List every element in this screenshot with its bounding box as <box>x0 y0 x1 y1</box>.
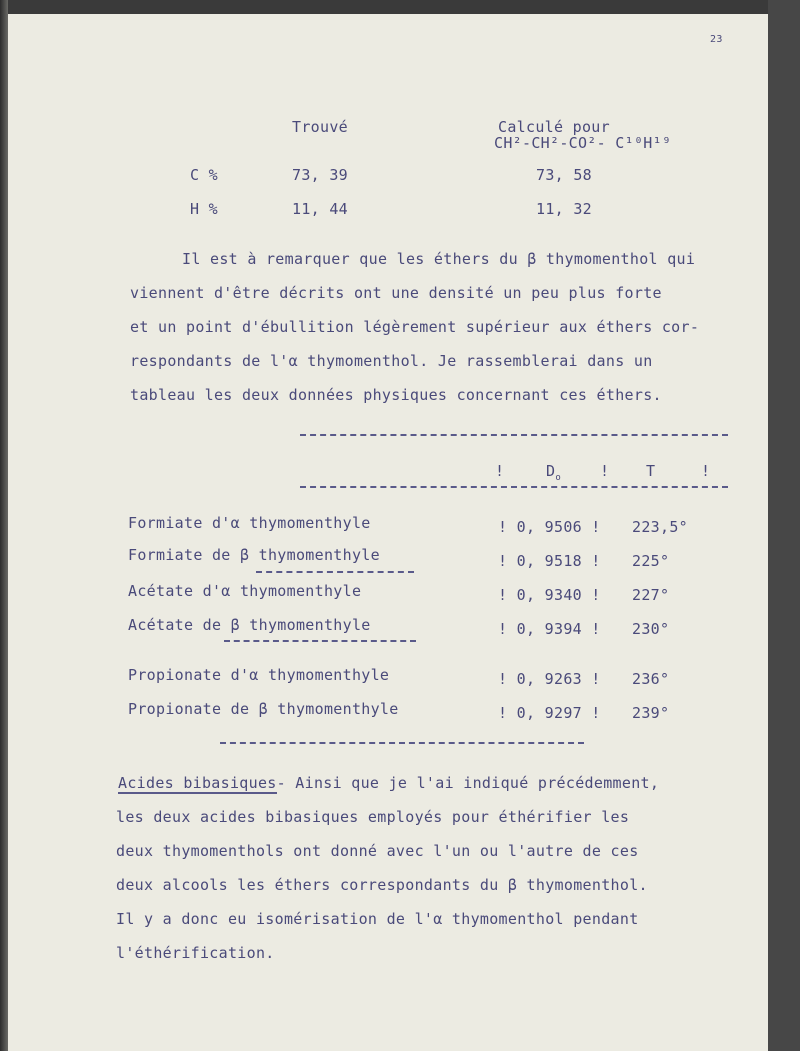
paragraph-line: l'éthérification. <box>116 944 275 962</box>
table-row-temp: 223,5° <box>632 518 688 536</box>
table-row-name: Formiate de β thymomenthyle <box>128 546 380 564</box>
analysis-row-found: 11, 44 <box>292 200 348 218</box>
paragraph-line: et un point d'ébullition légèrement supérieur aux éthers cor- <box>130 318 700 336</box>
page-number: 23 <box>710 34 723 45</box>
paragraph-line: deux alcools les éthers correspondants du β thymomenthol. <box>116 876 648 894</box>
group-rule <box>224 640 416 642</box>
document-page <box>8 14 768 1051</box>
table-header-temperature: T <box>646 462 656 480</box>
table-header-sep: ! <box>600 462 610 480</box>
table-row-density: ! 0, 9506 ! <box>498 518 601 536</box>
table-row-name: Propionate de β thymomenthyle <box>128 700 399 718</box>
table-row-temp: 236° <box>632 670 670 688</box>
table-bottom-rule <box>220 742 584 744</box>
table-row-density: ! 0, 9518 ! <box>498 552 601 570</box>
table-row-name: Acétate d'α thymomenthyle <box>128 582 362 600</box>
table-row-temp: 230° <box>632 620 670 638</box>
group-rule <box>256 571 414 573</box>
table-row-temp: 227° <box>632 586 670 604</box>
binding-edge <box>0 0 8 1051</box>
analysis-row-calc: 11, 32 <box>536 200 592 218</box>
table-row-density: ! 0, 9394 ! <box>498 620 601 638</box>
table-row-name: Propionate d'α thymomenthyle <box>128 666 390 684</box>
calc-formula: CH²-CH²-CO²- C¹⁰H¹⁹ <box>494 134 672 152</box>
table-row-density: ! 0, 9297 ! <box>498 704 601 722</box>
table-row-density: ! 0, 9340 ! <box>498 586 601 604</box>
table-header-rule <box>300 486 728 488</box>
background-margin <box>768 0 800 1051</box>
analysis-row-label: C % <box>190 166 218 184</box>
table-row-name: Acétate de β thymomenthyle <box>128 616 371 634</box>
col-found-header: Trouvé <box>292 118 348 136</box>
section-heading: Acides bibasiques <box>118 774 277 792</box>
table-header-sep: ! <box>701 462 711 480</box>
paragraph-line: deux thymomenthols ont donné avec l'un ou l'autre de ces <box>116 842 639 860</box>
table-header-density: $D_o$ <box>546 462 562 483</box>
table-header-sep: ! <box>495 462 505 480</box>
table-top-rule <box>300 434 728 436</box>
paragraph-line: viennent d'être décrits ont une densité un peu plus forte <box>130 284 662 302</box>
paragraph-line: tableau les deux données physiques concernant ces éthers. <box>130 386 662 404</box>
paragraph-line: Il y a donc eu isomérisation de l'α thymomenthol pendant <box>116 910 639 928</box>
table-row-temp: 225° <box>632 552 670 570</box>
table-row-density: ! 0, 9263 ! <box>498 670 601 688</box>
analysis-row-calc: 73, 58 <box>536 166 592 184</box>
paragraph-line-heading: Acides bibasiques- Ainsi que je l'ai indiqué précédemment, <box>118 774 660 792</box>
paragraph-line: respondants de l'α thymomenthol. Je rassemblerai dans un <box>130 352 653 370</box>
col-calc-header: Calculé pour <box>498 118 610 136</box>
analysis-row-label: H % <box>190 200 218 218</box>
analysis-row-found: 73, 39 <box>292 166 348 184</box>
table-row-temp: 239° <box>632 704 670 722</box>
paragraph-line: Il est à remarquer que les éthers du β thymomenthol qui <box>182 250 696 268</box>
table-row-name: Formiate d'α thymomenthyle <box>128 514 371 532</box>
paragraph-line: les deux acides bibasiques employés pour éthérifier les <box>116 808 630 826</box>
